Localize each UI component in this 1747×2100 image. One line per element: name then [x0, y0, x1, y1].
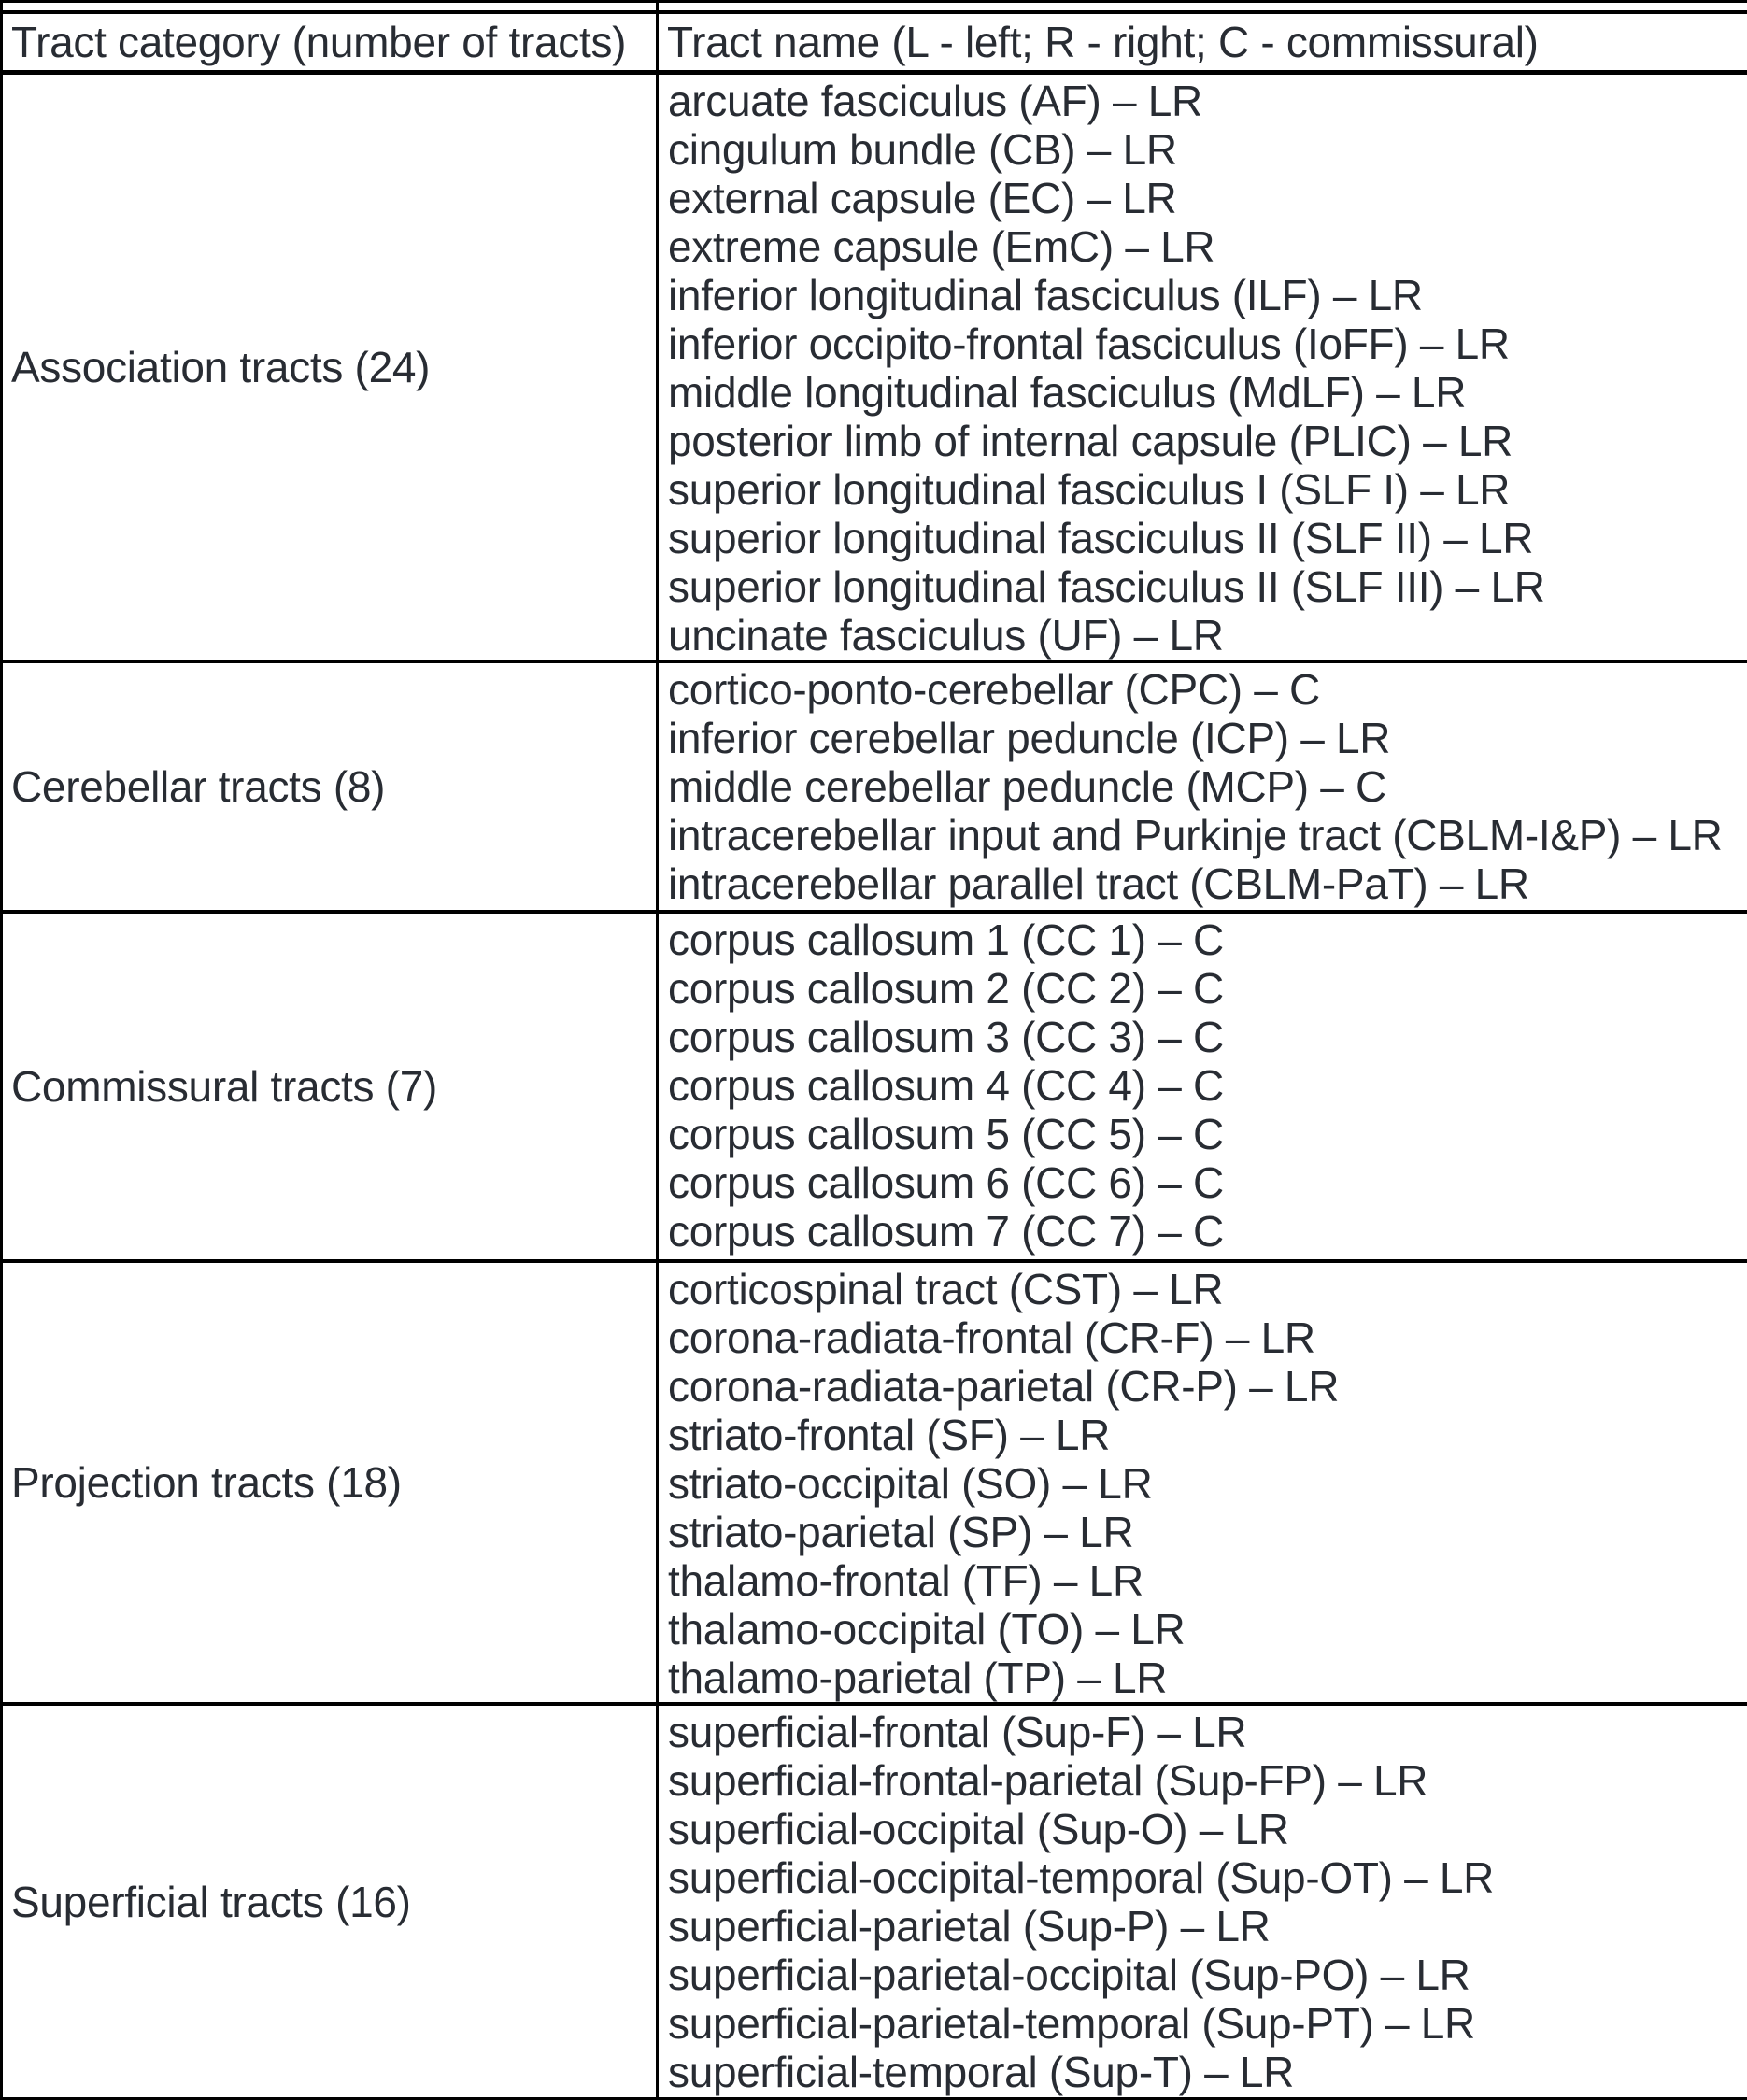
tract-name: thalamo-occipital (TO) – LR	[668, 1605, 1741, 1653]
tract-name: superficial-occipital (Sup-O) – LR	[668, 1805, 1741, 1853]
tract-name: arcuate fasciculus (AF) – LR	[668, 77, 1741, 125]
tract-name: corona-radiata-frontal (CR-F) – LR	[668, 1313, 1741, 1362]
tract-name: superior longitudinal fasciculus II (SLF II) – LR	[668, 514, 1741, 562]
tract-name: superficial-frontal (Sup-F) – LR	[668, 1708, 1741, 1756]
cropped-top-cell-left	[2, 2, 658, 13]
tract-name: corpus callosum 3 (CC 3) – C	[668, 1013, 1741, 1061]
tract-name: corpus callosum 4 (CC 4) – C	[668, 1061, 1741, 1110]
tract-name: uncinate fasciculus (UF) – LR	[668, 611, 1741, 660]
tract-name: striato-parietal (SP) – LR	[668, 1508, 1741, 1556]
tract-name: superficial-temporal (Sup-T) – LR	[668, 2048, 1741, 2096]
tract-name: cingulum bundle (CB) – LR	[668, 125, 1741, 174]
tract-name: extreme capsule (EmC) – LR	[668, 222, 1741, 271]
tract-name: cortico-ponto-cerebellar (CPC) – C	[668, 665, 1741, 714]
tract-name: striato-frontal (SF) – LR	[668, 1411, 1741, 1459]
column-header-tract-category: Tract category (number of tracts)	[2, 12, 658, 73]
table-row-commissural	[2, 912, 1747, 1261]
tract-name: corpus callosum 6 (CC 6) – C	[668, 1158, 1741, 1207]
table-row-projection	[2, 1261, 1747, 1704]
category-label: Superficial tracts (16)	[2, 1704, 658, 2099]
tract-name: thalamo-frontal (TF) – LR	[668, 1556, 1741, 1605]
tract-name: inferior cerebellar peduncle (ICP) – LR	[668, 714, 1741, 762]
column-header-tract-name: Tract name (L - left; R - right; C - commissural)	[658, 12, 1747, 73]
tract-list-cell	[658, 661, 1747, 912]
tract-name: corpus callosum 2 (CC 2) – C	[668, 964, 1741, 1013]
tract-name: intracerebellar input and Purkinje tract (CBLM-I&P) – LR	[668, 811, 1741, 859]
tract-list-cell	[658, 73, 1747, 662]
tract-name: middle longitudinal fasciculus (MdLF) – LR	[668, 368, 1741, 417]
tract-name: middle cerebellar peduncle (MCP) – C	[668, 762, 1741, 811]
tract-name: superficial-parietal (Sup-P) – LR	[668, 1902, 1741, 1951]
table-row-association	[2, 73, 1747, 662]
tract-name: corpus callosum 5 (CC 5) – C	[668, 1110, 1741, 1158]
tract-name: thalamo-parietal (TP) – LR	[668, 1653, 1741, 1702]
tract-name: external capsule (EC) – LR	[668, 174, 1741, 222]
header-row	[2, 12, 1747, 73]
cropped-top-row	[2, 2, 1747, 13]
cropped-top-cell-right	[658, 2, 1747, 13]
category-label: Commissural tracts (7)	[2, 912, 658, 1261]
tract-name: superficial-parietal-temporal (Sup-PT) – LR	[668, 1999, 1741, 2048]
tract-name: corona-radiata-parietal (CR-P) – LR	[668, 1362, 1741, 1411]
tract-name: corpus callosum 7 (CC 7) – C	[668, 1207, 1741, 1256]
tract-name: corpus callosum 1 (CC 1) – C	[668, 915, 1741, 964]
category-label: Association tracts (24)	[2, 73, 658, 662]
category-label: Cerebellar tracts (8)	[2, 661, 658, 912]
tract-name: inferior longitudinal fasciculus (ILF) – LR	[668, 271, 1741, 319]
table-row-superficial	[2, 1704, 1747, 2099]
tract-name: inferior occipito-frontal fasciculus (IoFF) – LR	[668, 319, 1741, 368]
tract-name: superficial-frontal-parietal (Sup-FP) – LR	[668, 1756, 1741, 1805]
tract-list-cell	[658, 1704, 1747, 2099]
tract-list-cell	[658, 912, 1747, 1261]
category-label: Projection tracts (18)	[2, 1261, 658, 1704]
tract-name: superior longitudinal fasciculus I (SLF I) – LR	[668, 465, 1741, 514]
tract-name: posterior limb of internal capsule (PLIC) – LR	[668, 417, 1741, 465]
tract-name: intracerebellar parallel tract (CBLM-PaT) – LR	[668, 859, 1741, 908]
tract-list-cell	[658, 1261, 1747, 1704]
tract-name: striato-occipital (SO) – LR	[668, 1459, 1741, 1508]
tract-name: superior longitudinal fasciculus II (SLF III) – LR	[668, 562, 1741, 611]
tract-name: superficial-parietal-occipital (Sup-PO) – LR	[668, 1951, 1741, 1999]
table-row-cerebellar	[2, 661, 1747, 912]
tract-name: superficial-occipital-temporal (Sup-OT) – LR	[668, 1853, 1741, 1902]
tract-name: corticospinal tract (CST) – LR	[668, 1265, 1741, 1313]
